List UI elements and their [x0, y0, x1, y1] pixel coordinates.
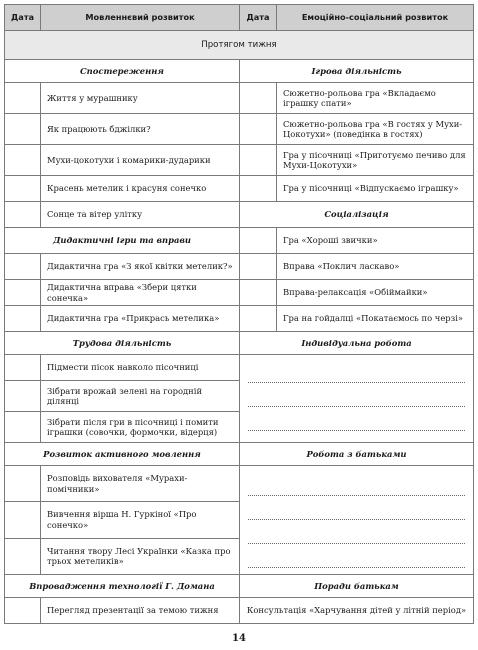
date-cell	[5, 202, 41, 228]
fill-line	[248, 373, 465, 383]
date-cell	[5, 83, 41, 114]
observation-item: Життя у мурашнику	[41, 83, 240, 114]
table-row	[5, 114, 474, 145]
date-cell	[5, 502, 41, 538]
observation-item: Мухи-цокотухи і комарики-дударики	[41, 145, 240, 176]
date-cell	[240, 306, 277, 332]
didactic-item: Дидактична гра «З якої квітки метелик?»	[41, 254, 240, 280]
fill-line	[248, 534, 465, 544]
date-cell	[5, 355, 41, 381]
date-cell	[5, 280, 41, 306]
game-activity-item: Сюжетно-рольова гра «Вкладаємо іграшку спати»	[277, 83, 474, 114]
section-parents-advice: Поради батькам	[240, 575, 474, 598]
socialization-item: Вправа «Поклич ласкаво»	[277, 254, 474, 280]
header-date-1: Дата	[5, 5, 41, 31]
observation-item: Красень метелик і красуня сонечко	[41, 176, 240, 202]
section-row	[5, 575, 474, 598]
table-row	[5, 176, 474, 202]
socialization-item: Вправа-релаксація «Обіймайки»	[277, 280, 474, 306]
parents-work-area	[240, 466, 474, 575]
individual-work-area	[240, 355, 474, 443]
table-header	[5, 5, 474, 31]
date-cell	[5, 306, 41, 332]
labor-item: Зібрати врожай зелені на городній ділянці	[41, 381, 240, 412]
section-parents-work: Робота з батьками	[240, 443, 474, 466]
socialization-item: Гра «Хороші звички»	[277, 228, 474, 254]
weekly-plan-table	[4, 4, 474, 624]
section-didactic-games: Дидактичні ігри та вправи	[5, 228, 240, 254]
during-week-label: Протягом тижня	[5, 31, 474, 60]
date-cell	[5, 381, 41, 412]
labor-item: Зібрати після гри в пісочниці і помити іграшки (совочки, формочки, відерця)	[41, 412, 240, 443]
section-socialization: Соціалізація	[240, 202, 474, 228]
didactic-item: Дидактична вправа «Збери цятки сонечка»	[41, 280, 240, 306]
section-individual-work: Індивідуальна робота	[240, 332, 474, 355]
active-speech-item: Вивчення вірша Н. Гуркіної «Про сонечко»	[41, 502, 240, 538]
date-cell	[5, 114, 41, 145]
table-row	[5, 598, 474, 624]
section-labor-activity: Трудова діяльність	[5, 332, 240, 355]
header-emotional-social-development: Емоційно-соціальний розвиток	[277, 5, 474, 31]
date-cell	[5, 145, 41, 176]
observation-item: Сонце та вітер улітку	[41, 202, 240, 228]
table-row	[5, 254, 474, 280]
table-row	[5, 466, 474, 502]
date-cell	[240, 228, 277, 254]
section-row	[5, 332, 474, 355]
table-row	[5, 228, 474, 254]
date-cell	[5, 598, 41, 624]
section-observations: Спостереження	[5, 60, 240, 83]
socialization-item: Гра на гойдалці «Покатаємось по черзі»	[277, 306, 474, 332]
date-cell	[240, 280, 277, 306]
during-week-row	[5, 31, 474, 60]
page-number: 14	[232, 633, 246, 644]
date-cell	[5, 538, 41, 574]
table-row	[5, 202, 474, 228]
doman-item: Перегляд презентації за темою тижня	[41, 598, 240, 624]
fill-line	[248, 558, 465, 568]
table-row	[5, 83, 474, 114]
observation-item: Як працюють бджілки?	[41, 114, 240, 145]
fill-line	[248, 510, 465, 520]
game-activity-item: Гра у пісочниці «Відпускаємо іграшку»	[277, 176, 474, 202]
date-cell	[240, 114, 277, 145]
section-doman-technology: Впровадження технології Г. Домана	[5, 575, 240, 598]
table-row	[5, 306, 474, 332]
date-cell	[240, 176, 277, 202]
date-cell	[5, 176, 41, 202]
date-cell	[5, 412, 41, 443]
table-row	[5, 280, 474, 306]
date-cell	[240, 83, 277, 114]
active-speech-item: Розповідь вихователя «Мурахи-помічники»	[41, 466, 240, 502]
section-active-speech: Розвиток активного мовлення	[5, 443, 240, 466]
header-date-2: Дата	[240, 5, 277, 31]
parents-advice-item: Консультація «Харчування дітей у літній період»	[240, 598, 474, 624]
fill-line	[248, 421, 465, 431]
table-row	[5, 355, 474, 381]
date-cell	[240, 254, 277, 280]
section-row	[5, 443, 474, 466]
game-activity-item: Гра у пісочниці «Приготуємо печиво для Мухи-Цокотухи»	[277, 145, 474, 176]
section-game-activity: Ігрова діяльність	[240, 60, 474, 83]
labor-item: Підмести пісок навколо пісочниці	[41, 355, 240, 381]
game-activity-item: Сюжетно-рольова гра «В гостях у Мухи-Цокотухи» (поведінка в гостях)	[277, 114, 474, 145]
active-speech-item: Читання твору Лесі Українки «Казка про трьох метеликів»	[41, 538, 240, 574]
section-row	[5, 60, 474, 83]
fill-line	[248, 486, 465, 496]
table-row	[5, 145, 474, 176]
date-cell	[240, 145, 277, 176]
date-cell	[5, 466, 41, 502]
header-speech-development: Мовленнєвий розвиток	[41, 5, 240, 31]
date-cell	[5, 254, 41, 280]
fill-line	[248, 397, 465, 407]
didactic-item: Дидактична гра «Прикрась метелика»	[41, 306, 240, 332]
